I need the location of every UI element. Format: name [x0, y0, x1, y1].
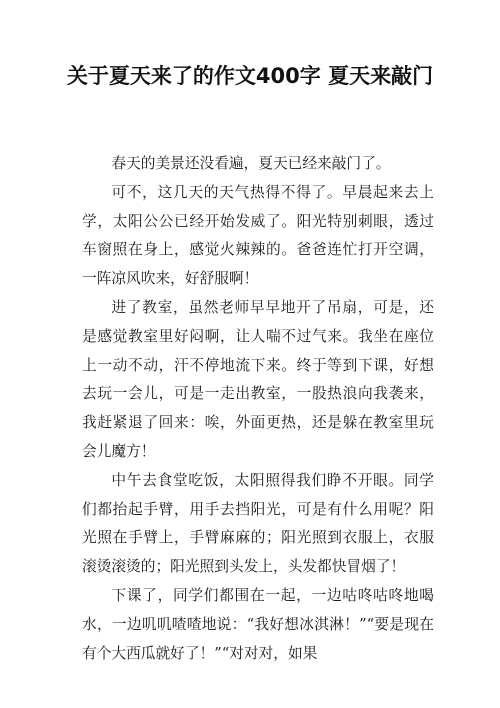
paragraph: 可不，这几天的天气热得不得了。早晨起来去上学，太阳公公已经开始发威了。阳光特别刺眼，透过车窗照在身上，感觉火辣辣的。爸爸连忙打开空调，一阵凉风吹来，好舒服啊！ [82, 183, 434, 288]
article-title: 关于夏天来了的作文400字 夏天来敲门 [66, 64, 434, 88]
paragraph: 春天的美景还没看遍，夏天已经来敲门了。 [111, 155, 391, 172]
article-body [82, 150, 434, 668]
paragraph: 下课了，同学们都围在一起，一边咕咚咕咚地喝水，一边叽叽喳喳地说：“我好想冰淇淋！”“要是现在有个大西瓜就好了！”“对对对，如果 [82, 586, 434, 662]
paragraph: 中午去食堂吃饭，太阳照得我们睁不开眼。同学们都抬起手臂，用手去挡阳光，可是有什么用呢？阳光照在手臂上，手臂麻麻的；阳光照到衣服上，衣服滚烫滚烫的；阳光照到头发上，头发都快冒烟了！ [82, 471, 434, 576]
paragraph: 进了教室，虽然老师早早地开了吊扇，可是，还是感觉教室里好闷啊，让人喘不过气来。我坐在座位上一动不动，汗不停地流下来。终于等到下课，好想去玩一会儿，可是一走出教室，一股热浪向我袭来，我赶紧退了回来：唉，外面更热，还是躲在教室里玩会儿魔方！ [82, 298, 434, 460]
